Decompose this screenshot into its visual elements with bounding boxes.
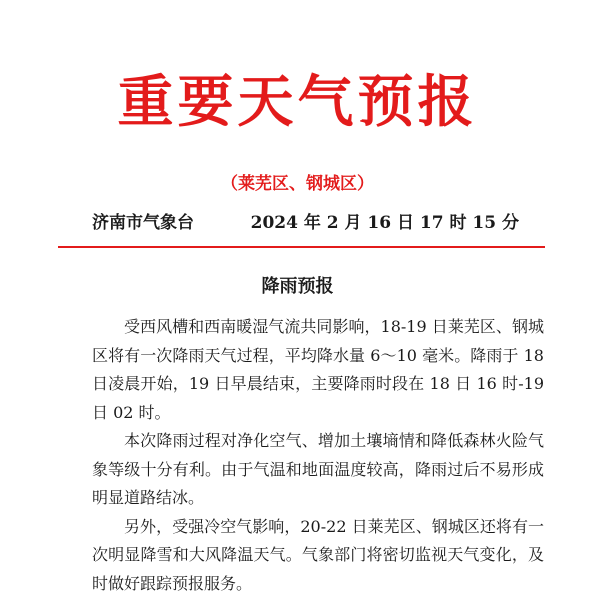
- bulletin-title: 重要天气预报: [117, 69, 478, 135]
- red-divider-line: [58, 246, 545, 248]
- body-paragraph-3: 另外，受强冷空气影响，20-22 日莱芜区、钢城区还将有一次明显降雪和大风降温天气。气象部门将密切监视天气变化，及时做好跟踪预报服务。: [92, 516, 544, 593]
- body-paragraph-1: 受西风槽和西南暖湿气流共同影响，18-19 日莱芜区、钢城区将有一次降雨天气过程，平均降水量 6～10 毫米。降雨于 18 日凌晨开始，19 日早晨结束，主要降雨时段在 18 日 16 时-19 日 02 时。: [92, 317, 544, 422]
- section-title: 降雨预报: [261, 276, 334, 297]
- issue-timestamp: 2024 年 2 月 16 日 17 时 15 分: [250, 213, 519, 233]
- bulletin-body: [92, 313, 544, 598]
- body-paragraph-2: 本次降雨过程对净化空气、增加土壤墒情和降低森林火险气象等级十分有利。由于气温和地面温度较高，降雨过后不易形成明显道路结冰。: [92, 431, 544, 507]
- bulletin-subtitle: （莱芜区、钢城区）: [221, 174, 374, 194]
- issuer-name: 济南市气象台: [92, 213, 194, 233]
